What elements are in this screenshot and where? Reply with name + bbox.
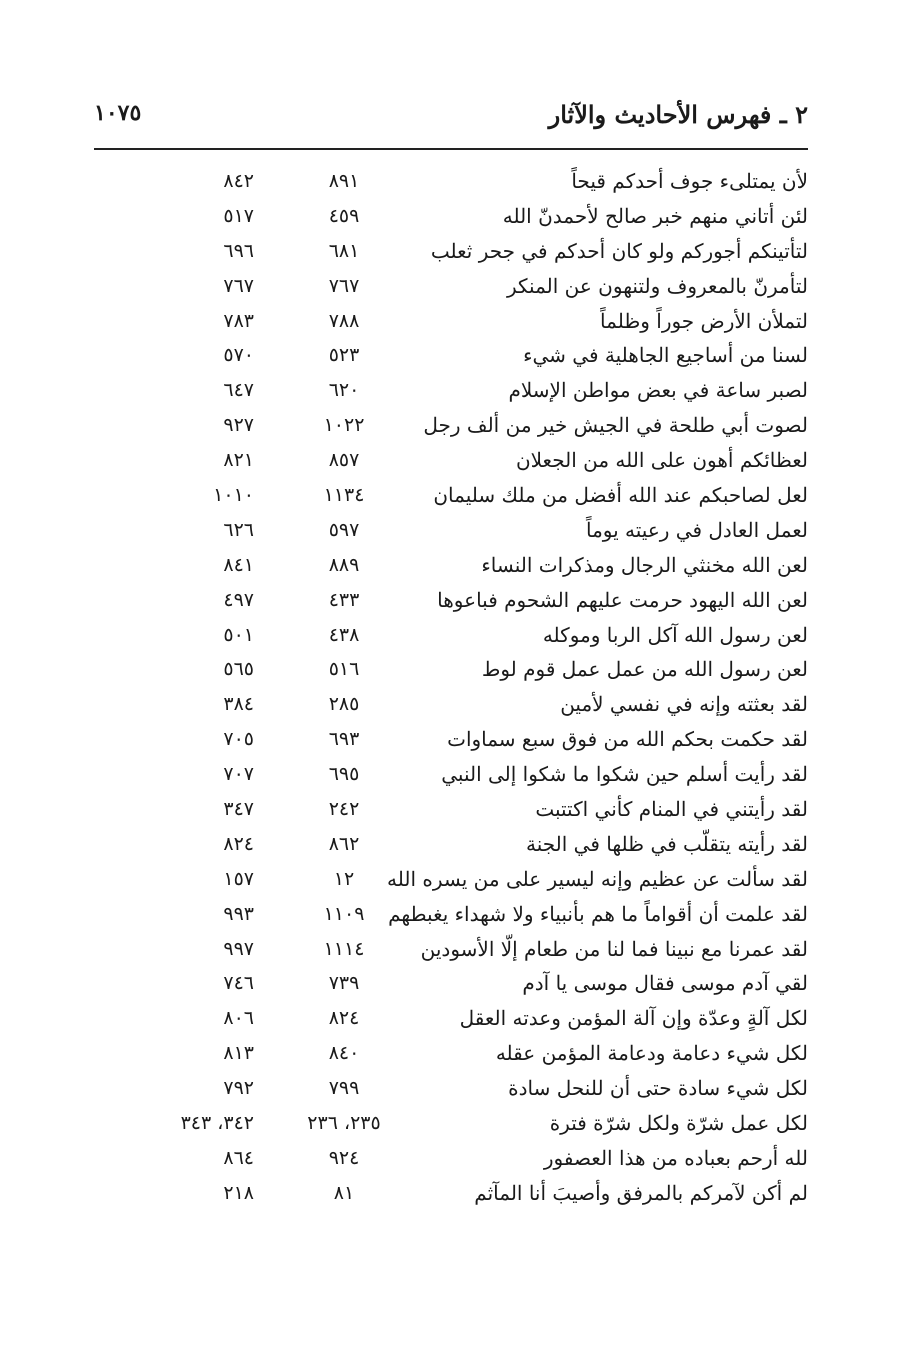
header-divider — [94, 148, 808, 150]
reference-number-2: ٣٤٧ — [223, 798, 254, 821]
index-row — [94, 827, 808, 862]
index-row — [94, 862, 808, 897]
hadith-text: لقد علمت أن أقواماً ما هم بأنبياء ولا شهداء يغبطهم — [388, 901, 808, 926]
hadith-text: لقي آدم موسى فقال موسى يا آدم — [522, 971, 808, 996]
reference-number-1: ١١٣٤ — [323, 484, 365, 507]
reference-number-2: ٧٩٢ — [223, 1077, 254, 1100]
reference-number-2: ٩٢٧ — [223, 414, 254, 437]
reference-number-2: ٨٤٢ — [223, 170, 254, 192]
reference-number-2: ٣٤٢، ٣٤٣ — [180, 1112, 254, 1135]
index-row — [94, 792, 808, 827]
reference-number-1: ٤٣٣ — [328, 588, 360, 611]
hadith-text: لعل لصاحبكم عند الله أفضل من ملك سليمان — [433, 483, 808, 508]
index-row — [94, 1071, 808, 1106]
hadith-text: لتأمرنّ بالمعروف ولتنهون عن المنكر — [506, 273, 808, 298]
reference-number-2: ٥١٧ — [223, 204, 254, 227]
index-row — [94, 757, 808, 792]
index-row — [94, 373, 808, 408]
reference-number-2: ٨٢١ — [223, 449, 254, 472]
reference-number-1: ٨٦٢ — [328, 832, 360, 855]
hadith-text: لتملأن الأرض جوراً وظلماً — [600, 308, 808, 333]
reference-number-1: ٩٢٤ — [328, 1146, 360, 1169]
hadith-text: لئن أتاني منهم خبر صالح لأحمدنّ الله — [502, 203, 808, 228]
reference-number-2: ٦٢٦ — [223, 518, 254, 541]
hadith-text: لعن الله اليهود حرمت عليهم الشحوم فباعوها — [437, 587, 808, 612]
reference-number-2: ٩٩٣ — [223, 902, 254, 925]
reference-number-2: ١٠١٠ — [213, 484, 254, 507]
index-row — [94, 932, 808, 967]
reference-number-1: ٢٨٥ — [328, 693, 360, 716]
reference-number-2: ٧٨٣ — [223, 309, 254, 332]
reference-number-2: ٥٦٥ — [223, 658, 254, 681]
section-title: ٢ ـ فهرس الأحاديث والآثار — [548, 100, 808, 129]
hadith-text: لتأتينكم أجوركم ولو كان أحدكم في جحر ثعلب — [430, 238, 808, 263]
hadith-text: لسنا من أساجيع الجاهلية في شيء — [523, 343, 808, 368]
reference-number-2: ٧٠٧ — [223, 763, 254, 786]
reference-number-1: ٨٤٠ — [328, 1042, 360, 1065]
index-row — [94, 1141, 808, 1176]
reference-number-1: ٢٤٢ — [328, 798, 360, 821]
hadith-text: لصوت أبي طلحة في الجيش خير من ألف رجل — [423, 413, 808, 438]
reference-number-1: ٢٣٥، ٢٣٦ — [307, 1112, 381, 1135]
hadith-text: لصبر ساعة في بعض مواطن الإسلام — [508, 378, 808, 403]
reference-number-1: ١١٠٩ — [323, 902, 365, 925]
index-row — [94, 687, 808, 722]
reference-number-1: ٥٩٧ — [328, 518, 360, 541]
reference-number-2: ٦٤٧ — [223, 379, 254, 402]
reference-number-1: ٦٢٠ — [328, 379, 360, 402]
hadith-text: لعن رسول الله آكل الربا وموكله — [542, 622, 808, 647]
index-row — [94, 478, 808, 513]
reference-number-1: ١١١٤ — [323, 937, 365, 960]
reference-number-1: ٦٩٥ — [328, 763, 360, 786]
hadith-text: لعن رسول الله من عمل عمل قوم لوط — [481, 657, 808, 682]
index-row — [94, 548, 808, 583]
hadith-text: لعمل العادل في رعيته يوماً — [585, 517, 808, 542]
page-header — [94, 96, 808, 136]
hadith-text: لقد رأيته يتقلّب في ظلها في الجنة — [525, 831, 808, 856]
reference-number-2: ٥٧٠ — [223, 344, 254, 367]
hadith-text: لقد سألت عن عظيم وإنه ليسير على من يسره الله — [387, 866, 808, 891]
index-row — [94, 199, 808, 234]
reference-number-1: ٧٨٨ — [328, 309, 360, 332]
hadith-text: لقد بعثته وإنه في نفسي لأمين — [560, 692, 808, 717]
reference-number-2: ٨٢٤ — [223, 832, 254, 855]
reference-number-2: ٥٠١ — [223, 623, 254, 646]
reference-number-1: ٦٨١ — [328, 239, 360, 262]
reference-number-1: ٥٢٣ — [328, 344, 360, 367]
reference-number-1: ١٢ — [333, 867, 355, 890]
hadith-text: لكل شيء سادة حتى أن للنحل سادة — [508, 1076, 808, 1101]
index-row — [94, 618, 808, 653]
reference-number-2: ٩٩٧ — [223, 937, 254, 960]
reference-number-2: ٧٤٦ — [223, 972, 254, 995]
index-row — [94, 513, 808, 548]
hadith-text: لعن الله مخنثي الرجال ومذكرات النساء — [481, 552, 808, 577]
reference-number-2: ٨٦٤ — [223, 1146, 254, 1169]
index-row — [94, 1036, 808, 1071]
reference-number-2: ٧٦٧ — [223, 274, 254, 297]
index-row — [94, 583, 808, 618]
hadith-text: لقد رأيتني في المنام كأني اكتتبت — [535, 797, 808, 822]
index-row — [94, 1106, 808, 1141]
reference-number-2: ٦٩٦ — [223, 239, 254, 262]
reference-number-1: ٦٩٣ — [328, 728, 360, 751]
hadith-text: لله أرحم بعباده من هذا العصفور — [543, 1145, 808, 1170]
reference-number-1: ٨٢٤ — [328, 1007, 360, 1030]
hadith-text: لأن يمتلىء جوف أحدكم قيحاً — [571, 169, 808, 193]
reference-number-1: ٤٥٩ — [328, 204, 360, 227]
hadith-text: لعظائكم أهون على الله من الجعلان — [515, 448, 808, 473]
hadith-index-list — [94, 164, 808, 1211]
index-row — [94, 234, 808, 269]
reference-number-1: ٤٣٨ — [328, 623, 360, 646]
index-row — [94, 269, 808, 304]
hadith-text: لقد رأيت أسلم حين شكوا ما شكوا إلى النبي — [441, 762, 808, 787]
reference-number-2: ٢١٨ — [223, 1181, 254, 1204]
reference-number-1: ٨٩١ — [328, 170, 360, 192]
index-row — [94, 443, 808, 478]
hadith-text: لكل آلةٍ وعدّة وإن آلة المؤمن وعدته العقل — [459, 1006, 808, 1031]
index-row — [94, 722, 808, 757]
reference-number-2: ٨٤١ — [223, 553, 254, 576]
page-number: ١٠٧٥ — [94, 100, 142, 126]
index-row — [94, 338, 808, 373]
reference-number-1: ٧٩٩ — [328, 1077, 360, 1100]
hadith-text: لم أكن لآمركم بالمرفق وأصيبَ أنا المآثم — [474, 1180, 808, 1205]
index-row — [94, 652, 808, 687]
reference-number-1: ٨١ — [333, 1181, 355, 1204]
index-row — [94, 897, 808, 932]
reference-number-1: ٧٦٧ — [328, 274, 360, 297]
hadith-text: لكل شيء دعامة ودعامة المؤمن عقله — [495, 1041, 808, 1066]
reference-number-1: ٧٣٩ — [328, 972, 360, 995]
index-row — [94, 1001, 808, 1036]
hadith-text: لقد حكمت بحكم الله من فوق سبع سماوات — [447, 727, 808, 752]
hadith-text: لكل عمل شرّة ولكل شرّة فترة — [549, 1111, 808, 1136]
reference-number-2: ٨١٣ — [223, 1042, 254, 1065]
reference-number-2: ٣٨٤ — [223, 693, 254, 716]
index-row — [94, 304, 808, 339]
index-row — [94, 966, 808, 1001]
reference-number-1: ٨٥٧ — [328, 449, 360, 472]
index-row — [94, 1176, 808, 1211]
index-row — [94, 408, 808, 443]
reference-number-2: ٨٠٦ — [223, 1007, 254, 1030]
reference-number-1: ٨٨٩ — [328, 553, 360, 576]
reference-number-1: ٥١٦ — [328, 658, 360, 681]
hadith-text: لقد عمرنا مع نبينا فما لنا من طعام إلّا الأسودين — [420, 936, 808, 961]
index-row — [94, 164, 808, 199]
reference-number-1: ١٠٢٢ — [323, 414, 365, 437]
reference-number-2: ٧٠٥ — [223, 728, 254, 751]
reference-number-2: ٤٩٧ — [223, 588, 254, 611]
reference-number-2: ١٥٧ — [223, 867, 254, 890]
